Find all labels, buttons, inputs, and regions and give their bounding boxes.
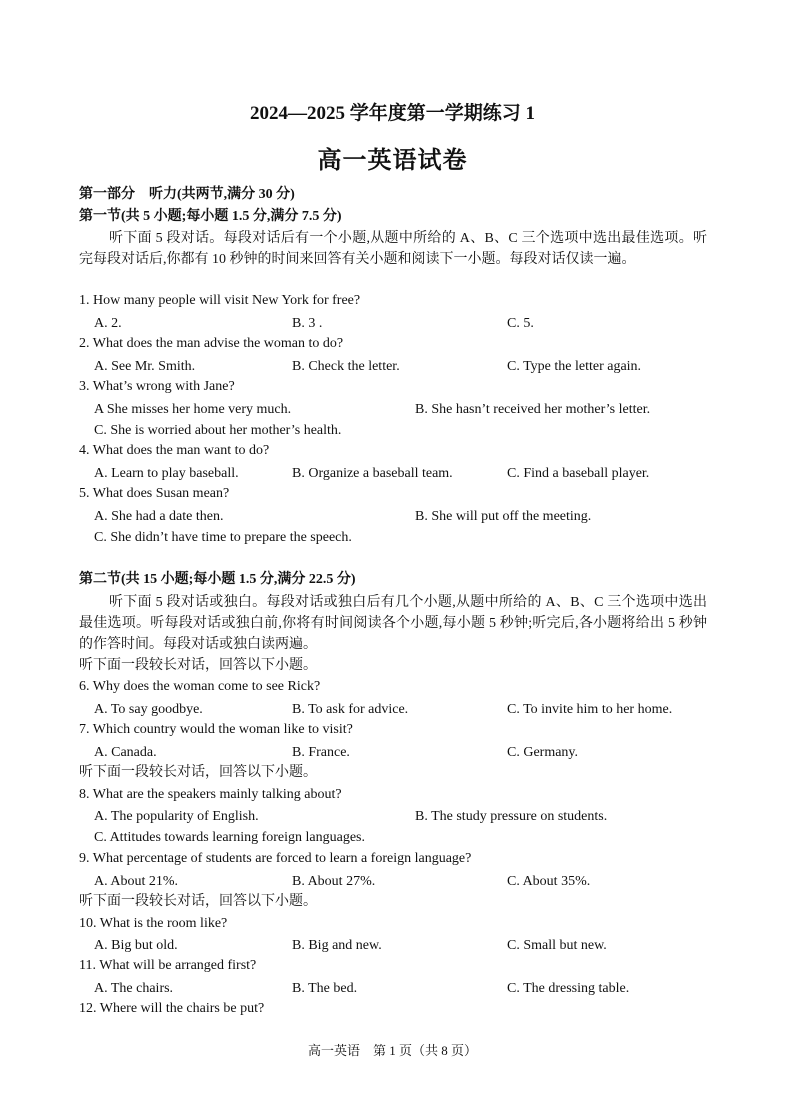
q8-option-b: B. The study pressure on students. [415, 809, 608, 824]
q9-option-c: C. About 35%. [507, 874, 591, 889]
question-3: 3. What’s wrong with Jane? [79, 379, 235, 394]
q3-option-b: B. She hasn’t received her mother’s letter. [415, 402, 651, 417]
q10-option-c: C. Small but new. [507, 938, 607, 953]
question-6: 6. Why does the woman come to see Rick? [79, 679, 321, 694]
q9-option-a: A. About 21%. [94, 874, 178, 889]
q11-option-b: B. The bed. [292, 981, 358, 996]
part1-heading: 第一部分 听力(共两节,满分 30 分) [79, 187, 295, 202]
section2-instructions [79, 592, 707, 655]
q5-option-a: A. She had a date then. [94, 509, 224, 524]
question-7: 7. Which country would the woman like to visit? [79, 722, 353, 737]
q6-option-c: C. To invite him to her home. [507, 702, 673, 717]
question-8: 8. What are the speakers mainly talking about? [79, 787, 342, 802]
q1-option-c: C. 5. [507, 316, 534, 331]
q7-option-c: C. Germany. [507, 745, 579, 760]
exam-subtitle: 高一英语试卷 [317, 148, 468, 174]
question-4: 4. What does the man want to do? [79, 443, 270, 458]
q1-option-a: A. 2. [94, 316, 122, 331]
q4-option-c: C. Find a baseball player. [507, 466, 650, 481]
section2-lead-1: 听下面一段较长对话，回答以下小题。 [79, 658, 317, 673]
q9-option-b: B. About 27%. [292, 874, 376, 889]
question-10: 10. What is the room like? [79, 916, 228, 931]
question-2: 2. What does the man advise the woman to do? [79, 336, 344, 351]
q3-option-c: C. She is worried about her mother’s health. [94, 423, 342, 438]
exam-title: 2024—2025 学年度第一学期练习 1 [249, 103, 535, 124]
q11-option-c: C. The dressing table. [507, 981, 630, 996]
question-1: 1. How many people will visit New York for free? [79, 293, 361, 308]
q8-option-a: A. The popularity of English. [94, 809, 259, 824]
q5-option-c: C. She didn’t have time to prepare the speech. [94, 530, 352, 545]
q11-option-a: A. The chairs. [94, 981, 174, 996]
q10-option-b: B. Big and new. [292, 938, 382, 953]
section2-lead-3: 听下面一段较长对话，回答以下小题。 [79, 894, 317, 909]
q10-option-a: A. Big but old. [94, 938, 178, 953]
q6-option-b: B. To ask for advice. [292, 702, 409, 717]
page-footer: 高一英语 第 1 页（共 8 页） [307, 1043, 477, 1058]
section2-lead-2: 听下面一段较长对话，回答以下小题。 [79, 765, 317, 780]
q3-option-a: A She misses her home very much. [94, 402, 292, 417]
section2-instructions-text: 听下面 5 段对话或独白。每段对话或独白后有几个小题,从题中所给的 A、B、C 三个选项中选出最佳选项。听每段对话或独白前,你将有时间阅读各个小题,每小题 5 秒钟;听完后,各小题将给出 5 秒钟的作答时间。每段对话或独白读两遍。 [79, 595, 707, 652]
q2-option-a: A. See Mr. Smith. [94, 359, 196, 374]
q7-option-b: B. France. [292, 745, 350, 760]
q4-option-b: B. Organize a baseball team. [292, 466, 453, 481]
q8-option-c: C. Attitudes towards learning foreign languages. [94, 830, 365, 845]
section1-instructions [79, 228, 707, 270]
question-11: 11. What will be arranged first? [79, 958, 257, 973]
q5-option-b: B. She will put off the meeting. [415, 509, 592, 524]
question-9: 9. What percentage of students are forced to learn a foreign language? [79, 851, 472, 866]
section1-heading: 第一节(共 5 小题;每小题 1.5 分,满分 7.5 分) [79, 209, 342, 224]
q2-option-c: C. Type the letter again. [507, 359, 642, 374]
q7-option-a: A. Canada. [94, 745, 157, 760]
question-5: 5. What does Susan mean? [79, 486, 230, 501]
question-12: 12. Where will the chairs be put? [79, 1001, 265, 1016]
q4-option-a: A. Learn to play baseball. [94, 466, 239, 481]
q1-option-b: B. 3 . [292, 316, 323, 331]
q6-option-a: A. To say goodbye. [94, 702, 203, 717]
section2-heading: 第二节(共 15 小题;每小题 1.5 分,满分 22.5 分) [79, 572, 356, 587]
section1-instructions-text: 听下面 5 段对话。每段对话后有一个小题,从题中所给的 A、B、C 三个选项中选出最佳选项。听完每段对话后,你都有 10 秒钟的时间来回答有关小题和阅读下一小题。每段对话仅读一遍。 [79, 231, 707, 267]
q2-option-b: B. Check the letter. [292, 359, 400, 374]
